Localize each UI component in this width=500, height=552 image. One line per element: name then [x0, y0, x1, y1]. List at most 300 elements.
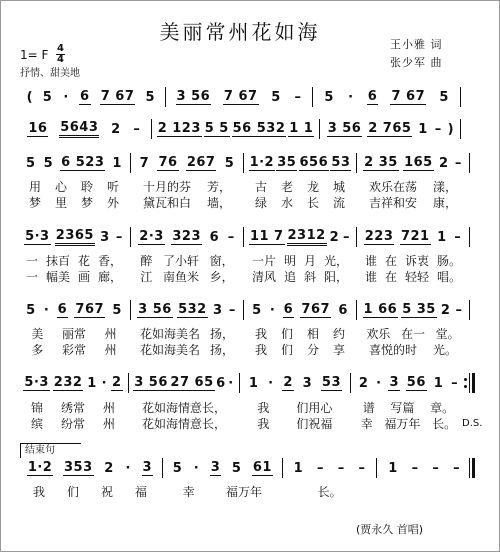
barline: [352, 153, 361, 173]
barline-thin: [469, 458, 470, 478]
measure: [22, 152, 126, 174]
note-group: 1: [388, 460, 398, 476]
note-group: 767: [75, 302, 105, 317]
measure: [167, 457, 278, 479]
lyric-syllable: 谁: [364, 270, 377, 284]
lyric-syllable: 州: [104, 327, 117, 341]
lyric-measure: [361, 326, 465, 342]
lyric-syllable: 花如海美名: [139, 327, 200, 341]
lyric-syllable: 分: [306, 343, 319, 357]
note-group: 267: [186, 155, 216, 170]
bar-spacer: [124, 400, 133, 416]
note-group: 6: [216, 375, 226, 391]
close-parenthesis: ): [447, 121, 454, 137]
lyric-syllable: 月: [303, 254, 316, 268]
lyric-measure: [135, 179, 239, 195]
lyric-syllable: 用: [28, 180, 41, 194]
lyric-syllable: 们: [66, 485, 79, 499]
lyric-line-3-verse-1: [22, 179, 474, 195]
sustain-dash: –: [453, 460, 461, 476]
bar-spacer: [235, 400, 244, 416]
barline: [126, 227, 135, 247]
song-title: 美丽常州花如海: [159, 20, 321, 44]
lyric-syllable: 们: [280, 327, 293, 341]
note-group: 767: [301, 302, 331, 317]
bar-spacer: [352, 342, 361, 358]
barline: [278, 458, 287, 478]
lyric-measure: [133, 416, 235, 432]
lyric-syllable: 光，: [323, 254, 348, 268]
note-group: 5 35: [402, 302, 436, 317]
bar-spacer: [126, 253, 135, 269]
lyric-syllable: 芳，: [206, 180, 231, 194]
lyric-syllable: 里: [54, 196, 67, 210]
lyric-syllable: 梦: [80, 196, 93, 210]
lyric-measure: [22, 342, 126, 358]
measure: [287, 457, 373, 479]
augmentation-dot: ·: [269, 302, 276, 318]
bar-spacer: [372, 484, 381, 500]
barline: [352, 227, 361, 247]
lyric-syllable: 诉衷: [404, 254, 429, 268]
measure: [22, 372, 124, 394]
bar-spacer: [465, 326, 474, 342]
lyric-syllable: 约: [332, 327, 345, 341]
bar-spacer: [346, 400, 355, 416]
note-group: 3 56: [176, 89, 211, 104]
barline: [462, 373, 478, 393]
barline-thin: [460, 87, 461, 107]
bar-spacer: [235, 416, 244, 432]
note-group: 1: [87, 375, 97, 391]
augmentation-dot: ·: [268, 375, 274, 391]
note-group: 6 523: [61, 155, 105, 170]
lyric-syllable: 长。: [317, 485, 342, 499]
measure: [22, 299, 126, 321]
sustain-dash: –: [337, 460, 345, 476]
lyric-measure: [22, 179, 126, 195]
lyric-syllable: 我: [32, 485, 45, 499]
note-group: 3 56: [138, 302, 172, 317]
lyric-measure: [355, 416, 462, 432]
barline-thin: [165, 87, 166, 107]
note-group: 1: [433, 375, 444, 391]
lyric-syllable: 外: [106, 196, 119, 210]
note-group: 5: [43, 155, 54, 171]
note-group: 5643: [59, 120, 99, 138]
lyric-line-4-verse-2: [22, 269, 474, 285]
note-group: 5: [145, 89, 156, 105]
note-group: 2: [111, 375, 122, 390]
note-group: 2: [358, 375, 369, 391]
lyric-syllable: 扬，: [209, 327, 234, 341]
lyric-syllable: 一片: [251, 254, 276, 268]
barline: [124, 373, 133, 393]
expression-mark: 抒情、甜美地: [20, 68, 80, 79]
lyric-syllable: 流: [332, 196, 345, 210]
lyric-syllable: 章。: [430, 401, 455, 415]
lyric-syllable: 一: [25, 270, 38, 284]
lyric-syllable: 花: [77, 254, 90, 268]
measure: [361, 299, 465, 321]
lyric-syllable: 梦: [28, 196, 41, 210]
note-group: 1: [248, 375, 259, 391]
lyric-syllable: 画: [77, 270, 90, 284]
note-group: 5: [26, 155, 36, 171]
lyric-syllable: 花如海美名: [139, 343, 200, 357]
bar-spacer: [465, 342, 474, 358]
barline-thin: [469, 300, 470, 320]
barline-thin: [243, 300, 244, 320]
lyric-measure: [361, 269, 465, 285]
lyric-line-7-verse-1: [22, 484, 478, 500]
bar-spacer: [465, 269, 474, 285]
augmentation-dot: ·: [193, 460, 200, 476]
measure: [248, 299, 352, 321]
bar-spacer: [352, 179, 361, 195]
sustain-dash: –: [432, 460, 440, 476]
lyric-measure: [22, 195, 126, 211]
lyric-syllable: 墙，: [206, 196, 231, 210]
note-group: 6: [80, 89, 90, 104]
bar-spacer: [126, 326, 135, 342]
lyric-line-6-verse-2: [22, 416, 478, 432]
barline: [239, 153, 248, 173]
note-group: 16: [28, 121, 48, 136]
lyric-syllable: 在: [384, 270, 397, 284]
note-group: 5: [26, 302, 36, 318]
lyric-syllable: 在: [384, 254, 397, 268]
barline: [235, 373, 244, 393]
note-group: 6: [209, 229, 220, 245]
augmentation-dot: ·: [43, 302, 50, 318]
lyric-measure: [248, 195, 352, 211]
lyric-syllable: 水: [280, 196, 293, 210]
lyric-measure: [22, 269, 126, 285]
sustain-dash: –: [228, 302, 236, 318]
music-line-1: [22, 86, 465, 108]
note-group: 532: [178, 302, 207, 317]
bar-spacer: [465, 179, 474, 195]
barline: [456, 87, 465, 107]
lyric-syllable: 廊，: [97, 270, 122, 284]
music-line-3: [22, 152, 474, 174]
note-group: 5 5: [204, 121, 229, 136]
lyric-syllable: 绣常: [60, 401, 85, 415]
bar-spacer: [352, 326, 361, 342]
lyric-syllable: 丽常: [61, 327, 86, 341]
note-group: 721: [400, 229, 430, 244]
lyric-line-3-verse-2: [22, 195, 474, 211]
measure: [170, 86, 309, 108]
note-group: 2: [111, 121, 121, 137]
barline: [456, 119, 465, 139]
bar-spacer: [239, 342, 248, 358]
barline: [467, 458, 478, 478]
lyric-measure: [22, 253, 126, 269]
sustain-dash: –: [358, 460, 366, 476]
lyric-syllable: 福万年: [226, 485, 263, 499]
measure: [361, 226, 465, 248]
time-signature-top: 4: [57, 43, 64, 54]
lyricist-credit: 王小雅 词: [390, 38, 443, 51]
note-group: 2365: [55, 228, 95, 246]
note-group: 3: [302, 375, 313, 391]
sustain-dash: –: [227, 229, 235, 245]
sustain-dash: –: [115, 229, 123, 245]
note-group: 1: [418, 121, 428, 137]
lyric-syllable: 明: [283, 254, 296, 268]
barline: [465, 153, 474, 173]
sustain-dash: –: [454, 229, 462, 245]
bar-spacer: [467, 484, 478, 500]
note-group: 1: [437, 229, 447, 245]
sustain-dash: –: [133, 121, 141, 137]
measure: [248, 226, 352, 248]
barline: [239, 300, 248, 320]
note-group: 223: [364, 229, 394, 244]
barline-thin: [350, 373, 351, 393]
barline-thin: [130, 153, 131, 173]
note-group: 6: [338, 302, 348, 318]
lyric-syllable: 光。: [432, 343, 457, 357]
lyric-syllable: 古: [254, 180, 267, 194]
bar-spacer: [352, 269, 361, 285]
note-group: 353: [63, 460, 93, 475]
note-group: 5: [172, 460, 183, 476]
lyric-syllable: 追: [283, 270, 296, 284]
lyric-measure: [135, 342, 239, 358]
lyric-syllable: 扬，: [209, 343, 234, 357]
music-line-2: [22, 118, 465, 140]
bar-spacer: [126, 179, 135, 195]
lyric-syllable: 欢乐: [366, 327, 391, 341]
lyric-syllable: 锦: [30, 401, 43, 415]
lyric-syllable: 绿: [254, 196, 267, 210]
lyric-syllable: 心: [54, 180, 67, 194]
composer-credit: 张少军 曲: [390, 56, 443, 69]
lyric-measure: [248, 269, 352, 285]
sustain-dash: –: [455, 302, 463, 318]
lyric-measure: [244, 416, 346, 432]
lyric-measure: [135, 253, 239, 269]
lyric-syllable: 们祝福: [296, 417, 333, 431]
lyric-syllable: 享: [332, 343, 345, 357]
lyric-measure: [287, 484, 373, 500]
lyric-syllable: 们: [280, 343, 293, 357]
measure: [22, 226, 126, 248]
measure: [133, 372, 235, 394]
bar-spacer: [462, 400, 478, 416]
barline-thin: [128, 373, 129, 393]
barline-thin: [356, 153, 357, 173]
lyric-syllable: 纷常: [60, 417, 85, 431]
note-group: 11 7: [249, 229, 284, 244]
note-group: 27 65: [170, 375, 214, 390]
lyric-syllable: 了小轩: [162, 254, 199, 268]
barline: [315, 119, 324, 139]
lyric-measure: [355, 400, 462, 416]
lyric-syllable: 南鱼米: [162, 270, 199, 284]
ending-label: 结束句: [20, 443, 81, 458]
bar-spacer: [126, 342, 135, 358]
lyric-syllable: 漾，: [432, 180, 457, 194]
note-group: 5: [252, 302, 262, 318]
augmentation-dot: ·: [125, 460, 131, 476]
lyric-syllable: 听: [106, 180, 119, 194]
sustain-dash: –: [454, 155, 462, 171]
measure: [135, 152, 239, 174]
measure: [324, 118, 456, 140]
note-group: 1: [293, 460, 304, 476]
lyric-measure: [361, 195, 465, 211]
lyric-syllable: 长。: [432, 417, 457, 431]
measure: [317, 86, 456, 108]
note-group: 56: [406, 375, 426, 390]
measure: [361, 152, 465, 174]
lyric-syllable: 肠。: [436, 254, 461, 268]
note-group: 1·2: [249, 155, 275, 170]
lyric-syllable: 喜悦的时: [368, 343, 417, 357]
bar-spacer: [126, 195, 135, 211]
lyric-measure: [22, 484, 158, 500]
measure: [22, 118, 147, 140]
lyric-syllable: 美: [31, 327, 44, 341]
note-group: 61: [252, 460, 272, 475]
lyric-syllable: 我: [254, 343, 267, 357]
lyric-line-5-verse-2: [22, 342, 474, 358]
sustain-dash: –: [316, 460, 324, 476]
bar-spacer: [352, 195, 361, 211]
barline-thin: [243, 227, 244, 247]
note-group: 2: [283, 375, 293, 390]
augmentation-dot: ·: [101, 375, 108, 391]
note-group: 5: [224, 155, 235, 171]
time-signature-bottom: 4: [57, 54, 64, 65]
barline: [465, 300, 474, 320]
note-group: 53: [321, 375, 341, 390]
barline-thin: [356, 300, 357, 320]
note-group: 1 66: [363, 302, 398, 317]
lyric-syllable: 祝: [100, 485, 113, 499]
music-line-7: [22, 457, 478, 479]
lyric-syllable: 醉: [140, 254, 153, 268]
repeat-dots: [464, 373, 467, 393]
note-group: 3 56: [134, 375, 168, 390]
note-group: 1 1: [289, 121, 314, 136]
barline-thin: [469, 373, 470, 393]
lyric-syllable: 城: [332, 180, 345, 194]
lyric-syllable: 相: [306, 327, 319, 341]
sustain-dash: –: [294, 89, 302, 105]
lyric-syllable: 吉祥和安: [368, 196, 417, 210]
lyric-measure: [167, 484, 278, 500]
lyric-syllable: 福: [134, 485, 147, 499]
barline-thin: [312, 87, 313, 107]
lyric-syllable: 香，: [97, 254, 122, 268]
bar-spacer: [124, 416, 133, 432]
note-group: 323: [172, 229, 202, 244]
lyric-syllable: 欢乐在荡: [368, 180, 417, 194]
note-group: 3: [213, 302, 223, 318]
barline: [352, 300, 361, 320]
note-group: 3: [142, 460, 153, 475]
lyric-syllable: 谱: [362, 401, 375, 415]
lyric-syllable: 斜: [303, 270, 316, 284]
dal-segno-mark: D.S.: [462, 418, 483, 429]
music-line-6: [22, 372, 478, 394]
note-group: 2: [440, 302, 451, 318]
barline-thin: [376, 458, 377, 478]
barline-thin: [469, 227, 470, 247]
barline: [308, 87, 317, 107]
note-group: 53: [331, 155, 351, 170]
lyric-line-5-verse-1: [22, 326, 474, 342]
lyric-measure: [135, 326, 239, 342]
note-group: 6: [283, 302, 294, 317]
note-group: 6: [57, 302, 68, 317]
lyric-syllable: 轻轻: [404, 270, 429, 284]
augmentation-dot: ·: [376, 375, 382, 391]
barline: [147, 119, 156, 139]
note-group: 3: [100, 229, 110, 245]
bar-spacer: [239, 269, 248, 285]
lyric-syllable: 花如海情意长，: [141, 401, 226, 415]
lyric-syllable: 长: [306, 196, 319, 210]
barline-thin: [282, 458, 283, 478]
note-group: 7 67: [223, 89, 258, 104]
lyric-line-6-verse-1: [22, 400, 478, 416]
note-group: 5: [271, 89, 281, 105]
measure: [135, 299, 239, 321]
note-group: 56 532: [232, 121, 286, 136]
note-group: 7 67: [391, 89, 426, 104]
note-group: 5: [42, 89, 53, 105]
bar-spacer: [278, 484, 287, 500]
bar-spacer: [352, 253, 361, 269]
lyric-syllable: 谁: [364, 254, 377, 268]
lyric-measure: [244, 400, 346, 416]
lyric-syllable: 花如海情意长，: [141, 417, 226, 431]
lyric-syllable: 幸: [360, 417, 373, 431]
open-parenthesis: (: [26, 89, 33, 105]
lyric-measure: [361, 253, 465, 269]
measure: [22, 86, 161, 108]
barline-thin: [460, 119, 461, 139]
note-group: 76: [158, 155, 178, 170]
lyric-syllable: 唱。: [436, 270, 461, 284]
barline-thin: [130, 300, 131, 320]
note-group: 7: [139, 155, 150, 171]
lyric-measure: [248, 253, 352, 269]
barline: [372, 458, 381, 478]
measure: [381, 457, 467, 479]
note-group: 2 35: [364, 155, 398, 170]
note-group: 2312: [287, 228, 327, 246]
bar-spacer: [239, 179, 248, 195]
music-line-5: [22, 299, 474, 321]
lyric-syllable: 乡，: [209, 270, 234, 284]
barline-thin: [319, 119, 320, 139]
bar-spacer: [239, 195, 248, 211]
note-group: 1: [112, 155, 122, 171]
augmentation-dot: ·: [228, 375, 234, 391]
lyric-syllable: 黛瓦和白: [142, 196, 191, 210]
lyric-measure: [22, 400, 124, 416]
note-group: 5: [231, 460, 242, 476]
barline: [126, 300, 135, 320]
note-group: 165: [404, 155, 433, 170]
